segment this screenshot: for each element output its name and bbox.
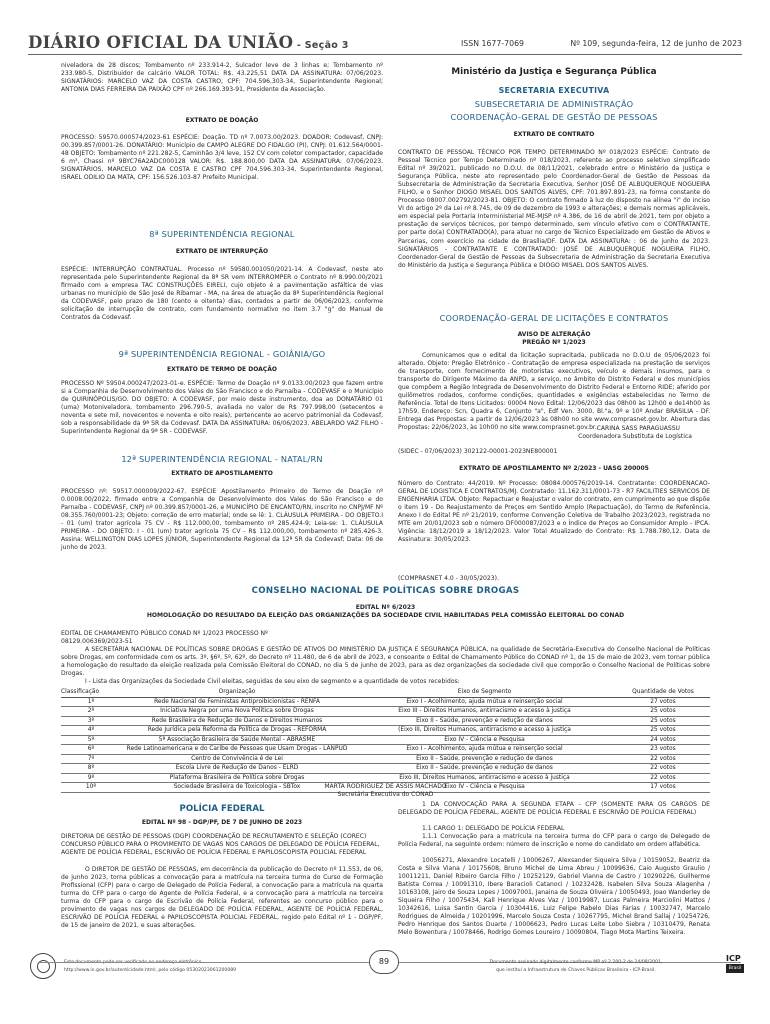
section-label: - Seção 3 <box>293 40 349 51</box>
comprasnet-note: (COMPRASNET 4.0 - 30/05/2023). <box>398 575 499 582</box>
col-header-votos: Quantidade de Votos <box>616 688 710 697</box>
signatory-role: Coordenadora Substituta de Logística <box>578 433 692 440</box>
cell-eixo: Eixo I - Acolhimento, ajuda mútua e reinserção social <box>353 697 616 707</box>
cell-organizacao: Plataforma Brasileira de Política sobre Drogas <box>121 773 353 783</box>
cell-eixo: Eixo II - Saúde, prevenção e redução de danos <box>353 764 616 774</box>
cell-eixo: Eixo I - Acolhimento, ajuda mútua e reinserção social <box>353 745 616 755</box>
cell-classificacao: 8º <box>61 764 121 774</box>
table-row <box>61 726 710 736</box>
apostilamento-text: PROCESSO nº: 59517.000009/2022-67. ESPÉCIE Apostilamento Primeiro do Termo de Doação nº 0.0008.00/2022, firmado entre a Companhia de Desenvolvimento dos Vales do São Francisco e do Parnaíba - CODEVASF, CNPJ nº 00.399.857/0001-26, e MUNICÍPIO DE ENCANTO/RN, inscrito no CNPJ/MF Nº 08.355.760/0001-23; Objeto: correção de erro material; onde se lê: 1. CLÁUSULA PRIMEIRA - DO OBJETO.I - 01 (um) trator agrícola 75 CV - R$ 112.000,00, tombamento nº 285.424-9; Leia-se: 1. CLÁUSULA PRIMEIRA - DO OBJETO. I - 01 (um) trator agrícola 75 CV - R$ 112.000,00, tombamento nº 285.426-3. Assina: WELLINGTON DIAS LOPES JÚNIOR, Superintendente Regional da 12ª SR da Codevasf; Data: 06 de junho de 2023. <box>61 488 383 552</box>
table-row <box>61 764 710 774</box>
table-header-row <box>61 688 710 697</box>
coord-pessoas-heading: COORDENAÇÃO-GERAL DE GESTÃO DE PESSOAS <box>450 112 658 122</box>
cell-votos: 25 votos <box>616 726 710 736</box>
issue-date: Nº 109, segunda-feira, 12 de junho de 2023 <box>570 39 742 48</box>
cell-eixo: Eixo II - Saúde, prevenção e redução de danos <box>353 754 616 764</box>
conad-processo: EDITAL DE CHAMAMENTO PÚBLICO CONAD Nº 1/2023 PROCESSO Nº 08129.006369/2023-51 <box>61 630 268 646</box>
col-header-classificacao: Classificação <box>61 688 121 697</box>
cell-votos: 22 votos <box>616 754 710 764</box>
sr9-heading: 9ª SUPERINTENDÊNCIA REGIONAL - GOIÂNIA/GO <box>118 349 326 359</box>
cell-organizacao: Escola Livre de Redução de Danos - ELRD <box>121 764 353 774</box>
cell-classificacao: 6º <box>61 745 121 755</box>
table-row <box>61 735 710 745</box>
cell-votos: 25 votos <box>616 716 710 726</box>
apostilamento-2-text: Número do Contrato: 44/2019. Nº Processo: 08084.000576/2019-14. Contratante: COORDENACAO-GERAL DE LOGISTICA E CONTRATOS/MJ. Contratado: 11.162.311/0001-73 - R7 FACILITIES SERVICOS DE ENGENHARIA LTDA. Objeto: Repactuar e Reajustar o valor do contrato, em cumprimento ao que dispõe o item 19 - Do Reajustamento de Preços em Sentido Amplo (Repactuação), do Termo de Referência, Anexo I do Edital PE nº 21/2019, conforme Convenção Coletiva de Trabalho 2023/2023, registrada no MTE em 20/01/2023 sob o número DF000087/2023 e o Índice de Preços ao Consumidor Amplo - IPCA. Vigência: 18/12/2019 a 18/12/2023. Valor Total Atualizado do Contrato: R$ 1.788.780,12. Data de Assinatura: 30/05/2023. <box>398 480 710 544</box>
footer-signature-note: Documento assinado digitalmente conforme MP nº 2.200-2 de 24/08/2001, que institui a Infraestrutura de Chaves Públicas Brasileira - ICP-Brasil. <box>489 960 663 973</box>
cell-organizacao: Rede Jurídica pela Reforma da Política de Drogas - REFORMA <box>121 726 353 736</box>
pregao-heading: PREGÃO Nº 1/2023 <box>522 339 586 346</box>
verification-link[interactable]: http://www.in.gov.br/autenticidade.html, pelo código 05302023061200089 <box>64 967 237 973</box>
table-row <box>61 707 710 717</box>
cell-organizacao: Iniciativa Negra por uma Nova Política sobre Drogas <box>121 707 353 717</box>
pf-body: O DIRETOR DE GESTÃO DE PESSOAS, em decorrência da publicação do Decreto nº 11.553, de 06, de junho 2023, torna públicas a convocação para a matrícula na terceira turma do Curso de Formação Profissional (CFP) para o cargo de Delegado de Polícia Federal, a convocação para a matrícula na quarta turma do CFP para o cargo de Agente de Polícia Federal, e a convocação para a matrícula na terceira turma do CFP para o cargo de Escrivão de Polícia Federal, referentes ao concurso público para o provimento de vagas nos cargos de DELEGADO DE POLÍCIA FEDERAL, AGENTE DE POLÍCIA FEDERAL, ESCRIVÃO DE POLÍCIA FEDERAL e PAPILOSCOPISTA POLICIAL FEDERAL, regido pelo Edital nº 1 - DGP/PF, de 15 de janeiro de 2021, e suas alterações. <box>61 866 383 930</box>
cell-votos: 23 votos <box>616 745 710 755</box>
conad-edital: EDITAL Nº 6/2023 <box>355 604 416 611</box>
cell-classificacao: 4º <box>61 726 121 736</box>
cell-organizacao: Sociedade Brasileira de Toxicologia - SBTox <box>121 783 353 793</box>
table-row <box>61 697 710 707</box>
cell-organizacao: Rede Latinoamericana e do Caribe de Pessoas que Usam Drogas - LANPUD <box>121 745 353 755</box>
extrato-apostilamento-heading: EXTRATO DE APOSTILAMENTO <box>171 470 273 477</box>
cell-eixo: Eixo III, Direitos Humanos, antirracismo e acesso à justiça <box>353 773 616 783</box>
table-row <box>61 745 710 755</box>
aviso-alteracao-heading: AVISO DE ALTERAÇÃO <box>517 331 591 338</box>
aviso-text: Comunicamos que o edital da licitação supracitada, publicada no D.O.U de 05/06/2023 foi alterado. Objeto: Pregão Eletrônico - Contratação de empresa especializada na prestação de serviços de transporte, com fornecimento de motoristas executivos, veículo e demais insumos, para o transporte do Dirigente Máximo da ANPD, a serviço, no âmbito do Distrito Federal e dos municípios que compõem a Região Integrada de Desenvolvimento do Distrito Federal e Entorno RIDE; aferido por quilômetros rodados, conforme condições, quantidades e exigências estabelecidas no Termo de Referência. Total de Itens Licitados: 00004 Novo Edital: 12/06/2023 das 08h00 às 12h00 e de14h00 às 17h59. Endereço: Scn, Quadra 6, Conjunto "a", Edf Ven. 3000, Bl."a, 9º e 10º Andar BRASILIA - DF. Entrega das Propostas: a partir de 12/06/2023 às 08h00 no site www.comprasnet.gov.br. Abertura das Propostas: 22/06/2023, às 10h00 no site www.comprasnet.gov.br. <box>398 352 710 432</box>
sidec-note: (SIDEC - 07/06/2023) 302122-00001-2023NE800001 <box>398 448 558 455</box>
table-row <box>61 716 710 726</box>
sr8-heading: 8ª SUPERINTENDÊNCIA REGIONAL <box>149 229 295 239</box>
cell-eixo: Eixo IV - Ciência e Pesquisa <box>353 783 616 793</box>
conad-homologacao: HOMOLOGAÇÃO DO RESULTADO DA ELEIÇÃO DAS ORGANIZAÇÕES DA SOCIEDADE CIVIL HABILITADAS PELA COMISSÃO ELEITORAL DO CONAD <box>146 612 625 619</box>
conad-signatory-name: MARTA RODRIGUEZ DE ASSIS MACHADO <box>324 783 447 790</box>
cell-classificacao: 7º <box>61 754 121 764</box>
votes-table <box>61 688 710 793</box>
cell-votos: 27 votos <box>616 697 710 707</box>
conad-signatory-role: Secretária Executiva do CONAD <box>337 791 434 798</box>
sr12-heading: 12ª SUPERINTENDÊNCIA REGIONAL - NATAL/RN <box>121 454 323 464</box>
pf-heading: POLÍCIA FEDERAL <box>179 804 265 814</box>
cell-organizacao: Rede Brasileira de Redução de Danos e Direitos Humanos <box>121 716 353 726</box>
table-row <box>61 773 710 783</box>
cell-classificacao: 5º <box>61 735 121 745</box>
cell-classificacao: 10º <box>61 783 121 793</box>
cell-classificacao: 9º <box>61 773 121 783</box>
cell-eixo: Eixo II - Saúde, prevenção e redução de danos <box>353 716 616 726</box>
cell-eixo: (Eixo III, Direitos Humanos, antirracismo e acesso à justiça <box>353 726 616 736</box>
cell-votos: 22 votos <box>616 764 710 774</box>
subsecretaria-heading: SUBSECRETARIA DE ADMINISTRAÇÃO <box>474 99 634 109</box>
conad-heading: CONSELHO NACIONAL DE POLÍTICAS SOBRE DROGAS <box>251 586 520 596</box>
cell-votos: 25 votos <box>616 707 710 717</box>
signatory-name: CARINA SASS PARAGUASSU <box>596 425 680 432</box>
ministry-heading: Ministério da Justiça e Segurança Pública <box>451 67 657 77</box>
termo-text: PROCESSO Nº 59504.000247/2023-01-e. ESPÉCIE: Termo de Doação nº 9.0133.00/2023 que fazem entre si a Companhia de Desenvolvimento dos Vales do São Francisco e do Parnaíba - CODEVASF e o Município de QUIRINÓPOLIS/GO. DO OBJETO: A CODEVASF, por meio deste instrumento, doa ao DONATÁRIO 01 (uma) Motoniveladora, tombamento 296.790-5, avaliada no valor de R$ 797.998,00 (setecentos e noventa e sete mil, novecentos e noventa e oito reais), pertencente ao acervo patrimonial da Codevasf, sob a responsabilidade da 9ª SR da Codevasf. DATA DA ASSINATURA: 06/06/2023. ABELARDO VAZ FILHO - Superintendente Regional da 9ª SR - CODEVASF. <box>61 380 383 436</box>
footer-verification: Este documento pode ser verificado no endereço eletrônico http://www.in.gov.br/autenticidade.html, pelo código 05302023061200089 <box>64 960 237 973</box>
cell-votos: 24 votos <box>616 735 710 745</box>
cell-classificacao: 2º <box>61 707 121 717</box>
cell-votos: 22 votos <box>616 773 710 783</box>
pf-edital: EDITAL Nº 98 - DGP/PF, DE 7 DE JUNHO DE 2023 <box>141 819 303 826</box>
doacao-text: PROCESSO: 59570.000574/2023-61 ESPÉCIE: Doação. TD nº 7.0073.00/2023. DOADOR: Codevasf, CNPJ: 00.399.857/0001-26. DONATÁRIO: Município de CAMPO ALEGRE DO FIDALGO (PI), CNPJ: 01.612.564/0001-48 OBJETO: Tombamento nº 221.282-5, Caminhão 3/4 leve, 152 CV com coletor compactador, capacidade 6 m³, Chassi nº 9BYC76A2ADC000128 VALOR: R$. 188.800,00 DATA DA ASSINATURA: 07/06/2023. SIGNATÁRIOS, MARCELO VAZ DA COSTA E CASTRO CPF 704.596.303-34, Superintendente Regional, ISRAEL ODILIO DA MATA, CPF: 156.526.103-87 Prefeito Municipal. <box>61 134 383 182</box>
extrato-interrupcao-heading: EXTRATO DE INTERRUPÇÃO <box>175 248 269 255</box>
cell-classificacao: 3º <box>61 716 121 726</box>
cell-classificacao: 1º <box>61 697 121 707</box>
cell-organizacao: Centro de Convivência é de Lei <box>121 754 353 764</box>
doacao-prev-text: niveladora de 28 discos; Tombamento nº 233.914-2, Sulcador leve de 3 linhas e; Tombamento nº 233.980-5, Distribuidor de calcário VALOR TOTAL: R$. 43.225,51 DATA DA ASSINATURA: 07/06/2023. SIGNATÁRIOS: MARCELO VAZ DA COSTA CASTRO, CPF: 704.596.303-34, Superintendente Regional; ANTONIA DIAS FERREIRA DA PAIXÃO CPF nº 266.169.393-91, Presidente da Associação. <box>61 62 383 94</box>
cell-eixo: Eixo III - Direitos Humanos, antirracismo e acesso à justiça <box>353 707 616 717</box>
icp-brasil-logo-icon: ICP Brasil <box>726 954 746 978</box>
table-row <box>61 754 710 764</box>
extrato-doacao-heading: EXTRATO DE DOAÇÃO <box>185 117 259 124</box>
pf-convocacao-text: 1.1.1 Convocação para a matrícula na terceira turma do CFP para o cargo de Delegado de Polícia Federal, na seguinte ordem: número de inscrição e nome do candidato em ordem alfabética. <box>398 833 710 849</box>
extrato-contrato-heading: EXTRATO DE CONTRATO <box>513 131 595 138</box>
interrupcao-text: ESPÉCIE: INTERRUPÇÃO CONTRATUAL. Processo nº 59580.001050/2021-14. A Codevasf, neste ato representada pelo Superintendente Regional da 8ª SR vem INTERROMPER o Contrato nº 8.990.00/2021 firmado com a empresa TAC CONSTRUÇÕES EIRELI, cujo objeto é a pavimentação asfáltica de vias urbanas no município de São José de Ribamar - MA, na área de atuação da 8ª Superintendência Regional da CODEVASF, pelo prazo de 180 (cento e oitenta) dias, contados a partir de 06/06/2023, conforme solicitação de interrupção de contrato, com fundamento normativo no item 3.7 "g" do Manual de Contratos da Codevasf. <box>61 266 383 322</box>
page-number: 89 <box>369 950 399 974</box>
cell-votos: 17 votos <box>616 783 710 793</box>
pf-candidates: 10056271, Alexandre Locatelli / 10006267, Alexsander Siqueira Silva / 10159052, Beatriz da Costa e Silva Viana / 10175608, Bruno Michel de Lima Abreu / 10099636, Caio Augusto Graulio / 10011211, Daniel Ribeiro Garcia Filho / 10252129, Gabriel Vianna de Castro / 10290226, Guilherme Batista Correa / 10091310, Ibere Baracioli Catanoci / 10232428, Isabelen Silva Souza Alagenha / 10163108, Jairo de Souza Lopes / 10097001, Janaina de Souza Oliveira / 10050493, Joao Wanderley de Siqueira Filho / 10075434, Kall Henrique Alves Vaz / 10019987, Lucas Palmeira Marciolini Mattos / 10342616, Luisa Santin Garcia / 10304416, Luiz Felipe Rabelo Dias Farias / 10032747, Marcelo Rodrigues de Almeida / 10201996, Marcelo Souza Costa / 10267795, Michel Brand Sallaj / 10254726, Pedro Henrique dos Santos Duarte / 10006623, Pedro Lucas Leite Lobo Siebra / 10310479, Renata Melo Bowentura / 10078466, Rodrigo Gomes Loureiro / 10090804, Tiago Mota Martins Teixeira. <box>398 857 710 937</box>
issn: ISSN 1677-7069 <box>461 39 525 48</box>
cell-organizacao: 5ª Associação Brasileira de Saúde Mental - ABRASME <box>121 735 353 745</box>
cell-organizacao: Rede Nacional de Feministas Antiproibicionistas - RENFA <box>121 697 353 707</box>
conad-list-intro: I - Lista das Organizações da Sociedade Civil eleitas, seguidas de seu eixo de segmento e a quantidade de votos recebidos: <box>85 678 460 685</box>
coord-licitacoes-heading: COORDENAÇÃO-GERAL DE LICITAÇÕES E CONTRATOS <box>439 313 669 323</box>
pf-header-text: DIRETORIA DE GESTÃO DE PESSOAS (DGP) COORDENAÇÃO DE RECRUTAMENTO E SELEÇÃO (COREC) CONCURSO PÚBLICO PARA O PROVIMENTO DE VAGAS NOS CARGOS DE DELEGADO DE POLÍCIA FEDERAL, AGENTE DE POLÍCIA FEDERAL, ESCRIVÃO DE POLÍCIA FEDERAL E PAPILOSCOPISTA POLICIAL FEDERAL <box>61 833 380 857</box>
extrato-termo-heading: EXTRATO DE TERMO DE DOAÇÃO <box>167 366 277 373</box>
republic-seal-icon <box>30 953 56 979</box>
newspaper-title: DIÁRIO OFICIAL DA UNIÃO - Seção 3 <box>28 33 349 52</box>
page-header <box>28 33 742 55</box>
col-header-eixo: Eixo de Segmento <box>353 688 616 697</box>
pf-convocacao: 1 DA CONVOCAÇÃO PARA A SEGUNDA ETAPA - CFP (SOMENTE PARA OS CARGOS DE DELEGADO DE POLÍCIA FEDERAL, AGENTE DE POLÍCIA FEDERAL E ESCRIVÃO DE POLÍCIA FEDERAL) <box>398 801 710 817</box>
contrato-text: CONTRATO DE PESSOAL TÉCNICO POR TEMPO DETERMINADO Nº 018/2023 ESPÉCIE: Contrato de Pessoal Técnico por Tempo Determinado nº 018/2023, referente ao processo seletivo simplificado Edital nº 39/2021, publicado no D.O.U. de 08/11/2021, celebrado entre o Ministério da Justiça e Segurança Pública, neste ato representado pelo Coordenador-Geral de Gestão de Pessoas da Subsecretaria de Administração da Secretaria Executiva, Senhor JOSÉ DE ALBUQUERQUE NOGUEIRA FILHO, e o Senhor DIOGO MISAEL DOS SANTOS ALVES, CPF: 701.897.891-23, na forma constante do Processo 08007.002792/2023-81. OBJETO: O contrato firmado à luz do disposto na alínea "i" do inciso VI do artigo 2º da Lei nº 8.745, de 09 de dezembro de 1993 e alterações; e demais normas aplicáveis, em especial pela Portaria Interministerial ME-MJSP nº 4.386, de 16 de abril de 2021, tem por objeto a prestação de serviços técnicos, por tempo determinado, sem vínculo efetivo com o CONTRATANTE, por parte do(a) CONTRATADO(A), para atuar no cargo de Técnico Especializado em Gestão de Ativos e Parcerias, com exercício na cidade de Brasília/DF. DATA DA ASSINATURA: : 06 de junho de 2023. SIGNATÁRIOS - CONTRATANTE E CONTRATADO: JOSÉ DE ALBUQUERQUE NOGUEIRA FILHO, Coordenador-Geral de Gestão de Pessoas da Subsecretaria de Administração da Secretaria Executiva do Ministério da Justiça e Segurança Pública e DIOGO MISAEL DOS SANTOS ALVES. <box>398 149 710 269</box>
pf-cargo-1: 1.1 CARGO 1: DELEGADO DE POLÍCIA FEDERAL <box>422 825 565 832</box>
col-header-organizacao: Organização <box>121 688 353 697</box>
cell-eixo: Eixo IV - Ciência e Pesquisa <box>353 735 616 745</box>
page-footer <box>28 945 742 990</box>
extrato-apostilamento-2-heading: EXTRATO DE APOSTILAMENTO Nº 2/2023 - UASG 200005 <box>459 465 649 472</box>
secretaria-heading: SECRETARIA EXECUTIVA <box>498 86 610 95</box>
conad-body: A SECRETÁRIA NACIONAL DE POLÍTICAS SOBRE DROGAS E GESTÃO DE ATIVOS DO MINISTÉRIO DA JUSTIÇA E SEGURANÇA PÚBLICA, na qualidade de Secretária-Executiva do Conselho Nacional de Políticas sobre Drogas, em conformidade com os arts. 3º, §6º, 5º, 62º, do Decreto nº 11.480, de 6 de abril de 2023, e consoante o Edital de Chamamento Público do CONAD nº 1, de 15 de maio de 2023, vem tornar pública a homologação do resultado da eleição realizada pela Comissão Eleitoral do CONAD, no dia 5 de junho de 2023, para as dez organizações da sociedade civil que comporão o Conselho Nacional de Políticas sobre Drogas. <box>61 646 710 678</box>
